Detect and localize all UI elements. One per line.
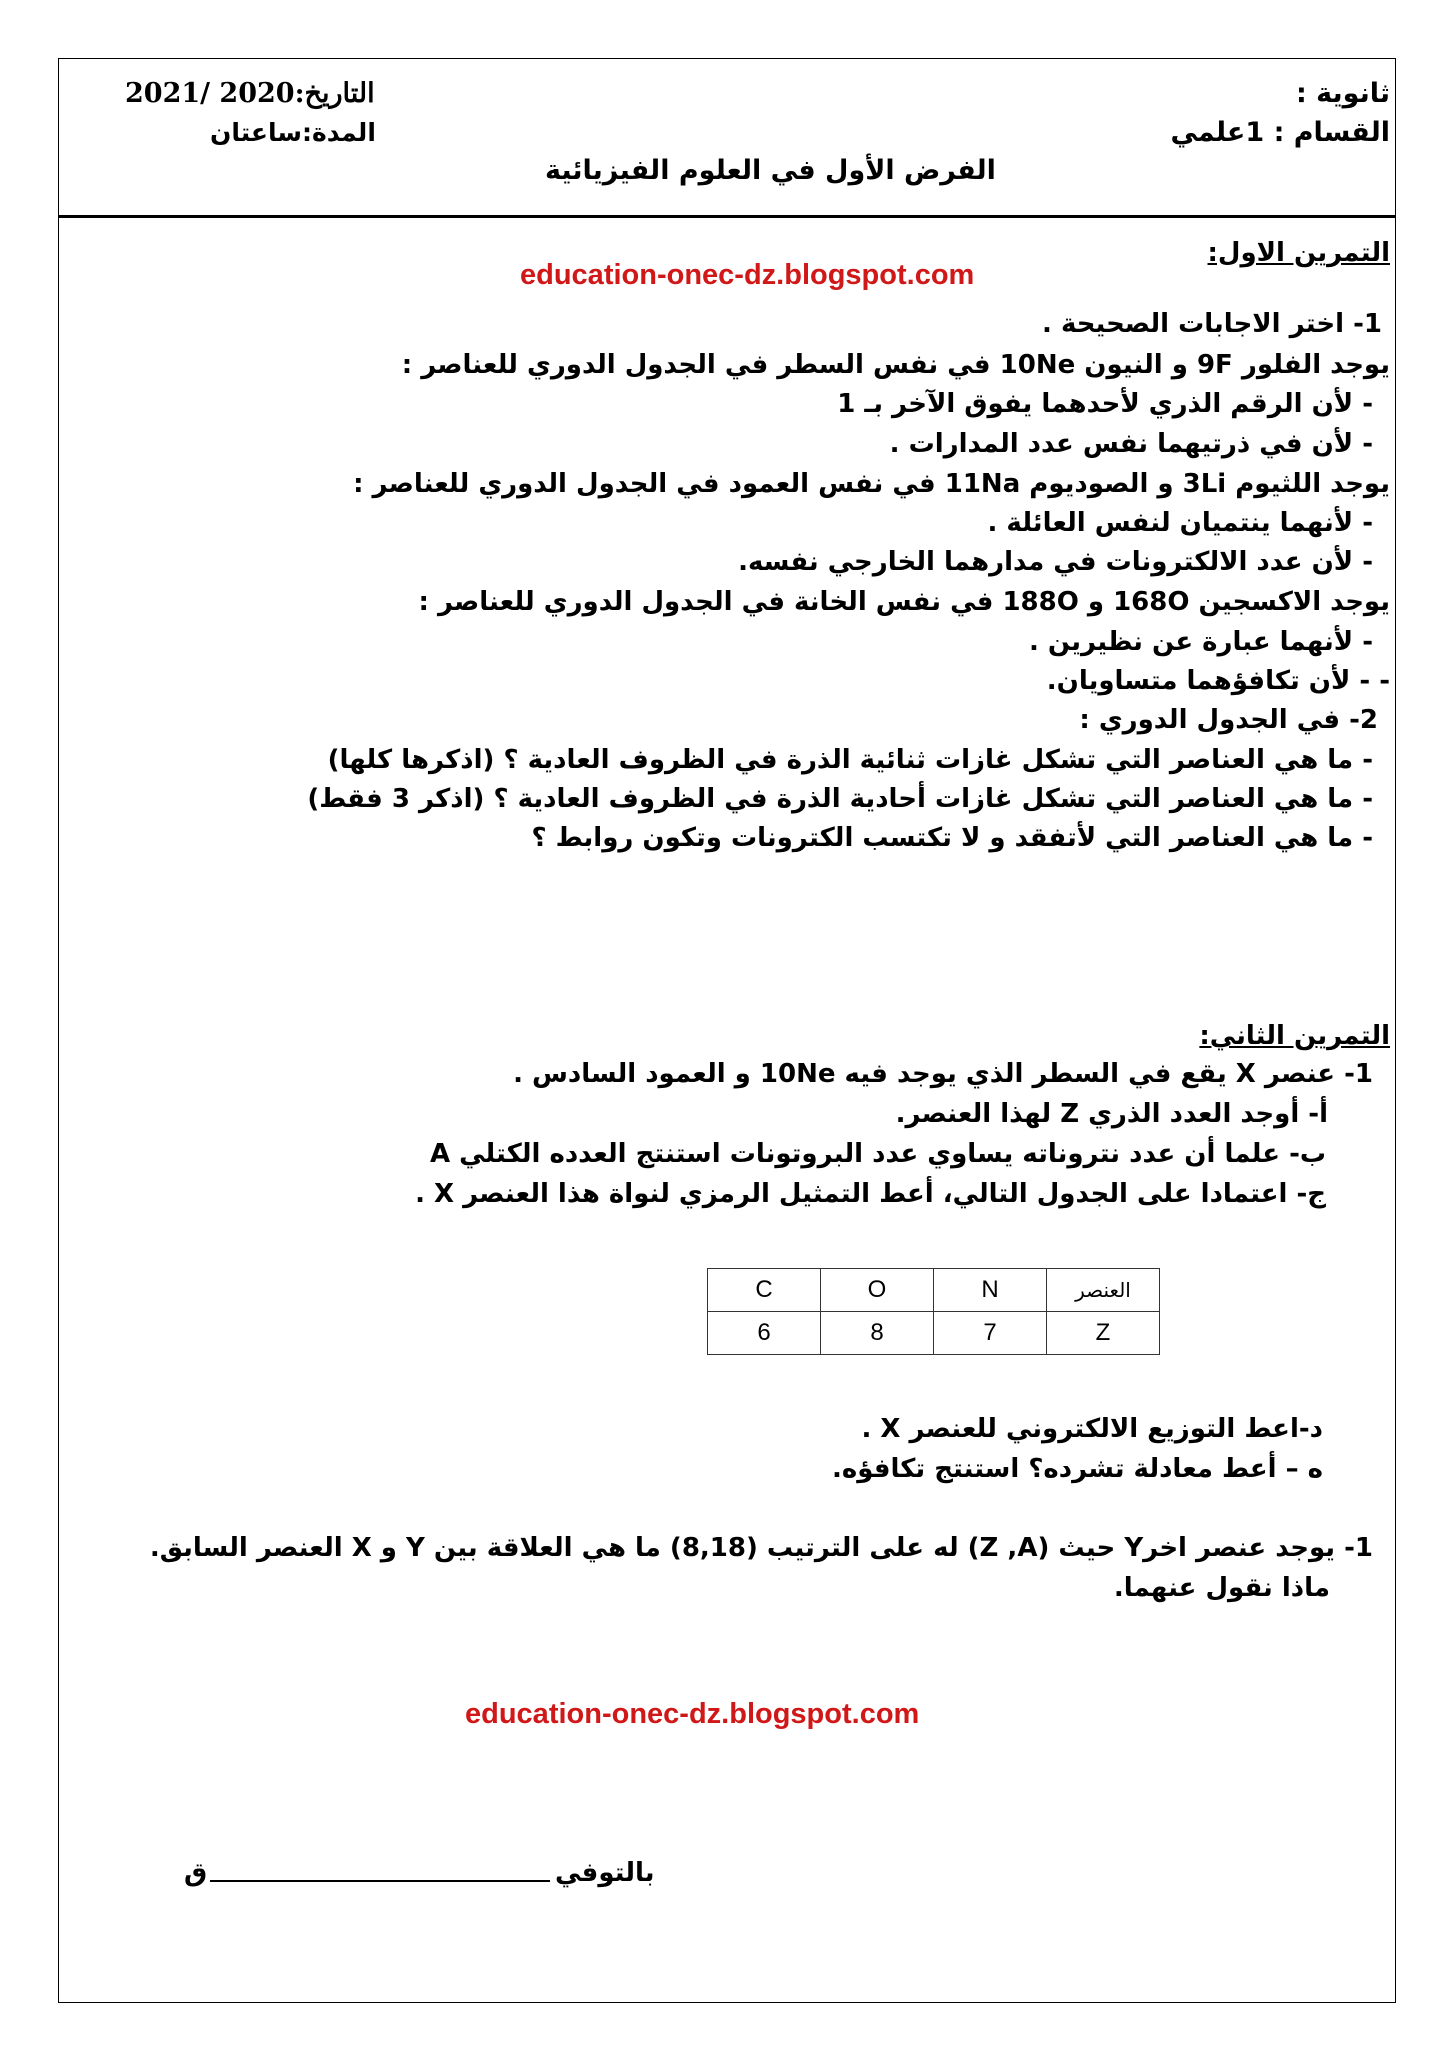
ex1-s1b: - لأن في ذرتيهما نفس عدد المدارات . (889, 429, 1373, 459)
signature-line (210, 1880, 550, 1882)
table-row (708, 1312, 1160, 1355)
ex1-q1: 1- اختر الاجابات الصحيحة . (1042, 309, 1382, 339)
table-cell: 6 (708, 1312, 821, 1355)
ex2-q1: 1- عنصر X يقع في السطر الذي يوجد فيه 10Ne و العمود السادس . (513, 1059, 1373, 1089)
ex2-q3-line2: ماذا نقول عنهما. (1113, 1573, 1330, 1603)
table-cell: 7 (934, 1312, 1047, 1355)
date-label: التاريخ:2020 /2021 (125, 78, 375, 109)
school-label: ثانوية : (1295, 78, 1390, 109)
ex1-s2a: - لأنهما ينتميان لنفس العائلة . (987, 508, 1373, 538)
ex1-s2: يوجد اللثيوم 3Li و الصوديوم 11Na في نفس العمود في الجدول الدوري للعناصر : (353, 469, 1390, 499)
ex2-e: ه – أعط معادلة تشرده؟ استنتج تكافؤه. (831, 1454, 1323, 1484)
element-table (707, 1268, 1160, 1355)
exercise-2-title: التمرين الثاني: (1199, 1021, 1390, 1051)
duration-label: المدة:ساعتان (210, 118, 376, 147)
table-cell: Z (1047, 1312, 1160, 1355)
ex2-a: أ- أوجد العدد الذري Z لهذا العنصر. (895, 1099, 1328, 1129)
ex1-s3a: - لأنهما عبارة عن نظيرين . (1028, 627, 1373, 657)
ex1-s1: يوجد الفلور 9F و النيون 10Ne في نفس السطر في الجدول الدوري للعناصر : (401, 350, 1390, 380)
table-row (708, 1269, 1160, 1312)
header-divider (58, 215, 1396, 218)
exercise-1-title: التمرين الاول: (1207, 238, 1390, 268)
ex2-d: د-اعط التوزيع الالكتروني للعنصر X . (861, 1414, 1323, 1444)
watermark-top: education-onec-dz.blogspot.com (520, 259, 975, 291)
signature-text-left: ق (184, 1858, 208, 1888)
table-header-cell: O (821, 1269, 934, 1312)
ex1-q2a: - ما هي العناصر التي تشكل غازات ثنائية الذرة في الظروف العادية ؟ (اذكرها كلها) (327, 745, 1373, 775)
page-title: الفرض الأول في العلوم الفيزيائية (545, 155, 996, 186)
watermark-bottom: education-onec-dz.blogspot.com (465, 1698, 920, 1730)
table-header-cell: C (708, 1269, 821, 1312)
ex2-q3-line1: 1- يوجد عنصر اخرY حيث (Z ,A) له على الترتيب (8,18) ما هي العلاقة بين Y و X العنصر السابق. (149, 1533, 1373, 1563)
ex1-s2b: - لأن عدد الالكترونات في مدارهما الخارجي نفسه. (738, 547, 1373, 577)
ex2-b: ب- علما أن عدد نتروناته يساوي عدد البروتونات استنتج العدده الكتلي A (429, 1139, 1326, 1169)
section-label: القسام : 1علمي (1170, 117, 1390, 148)
table-cell: 8 (821, 1312, 934, 1355)
signature-text-right: بالتوفي (555, 1858, 655, 1888)
ex1-q2b: - ما هي العناصر التي تشكل غازات أحادية الذرة في الظروف العادية ؟ (اذكر 3 فقط) (307, 784, 1373, 814)
ex1-s1a: - لأن الرقم الذري لأحدهما يفوق الآخر بـ 1 (837, 389, 1373, 419)
ex1-q2c: - ما هي العناصر التي لأتفقد و لا تكتسب الكترونات وتكون روابط ؟ (531, 823, 1373, 853)
ex2-c: ج- اعتمادا على الجدول التالي، أعط التمثيل الرمزي لنواة هذا العنصر X . (415, 1179, 1326, 1209)
ex1-q2: 2- في الجدول الدوري : (1079, 705, 1378, 735)
table-header-cell: N (934, 1269, 1047, 1312)
table-header-cell: العنصر (1047, 1269, 1160, 1312)
ex1-s3b: - - لأن تكافؤهما متساويان. (1046, 666, 1390, 696)
ex1-s3: يوجد الاكسجين 168O و 188O في نفس الخانة في الجدول الدوري للعناصر : (418, 587, 1390, 617)
